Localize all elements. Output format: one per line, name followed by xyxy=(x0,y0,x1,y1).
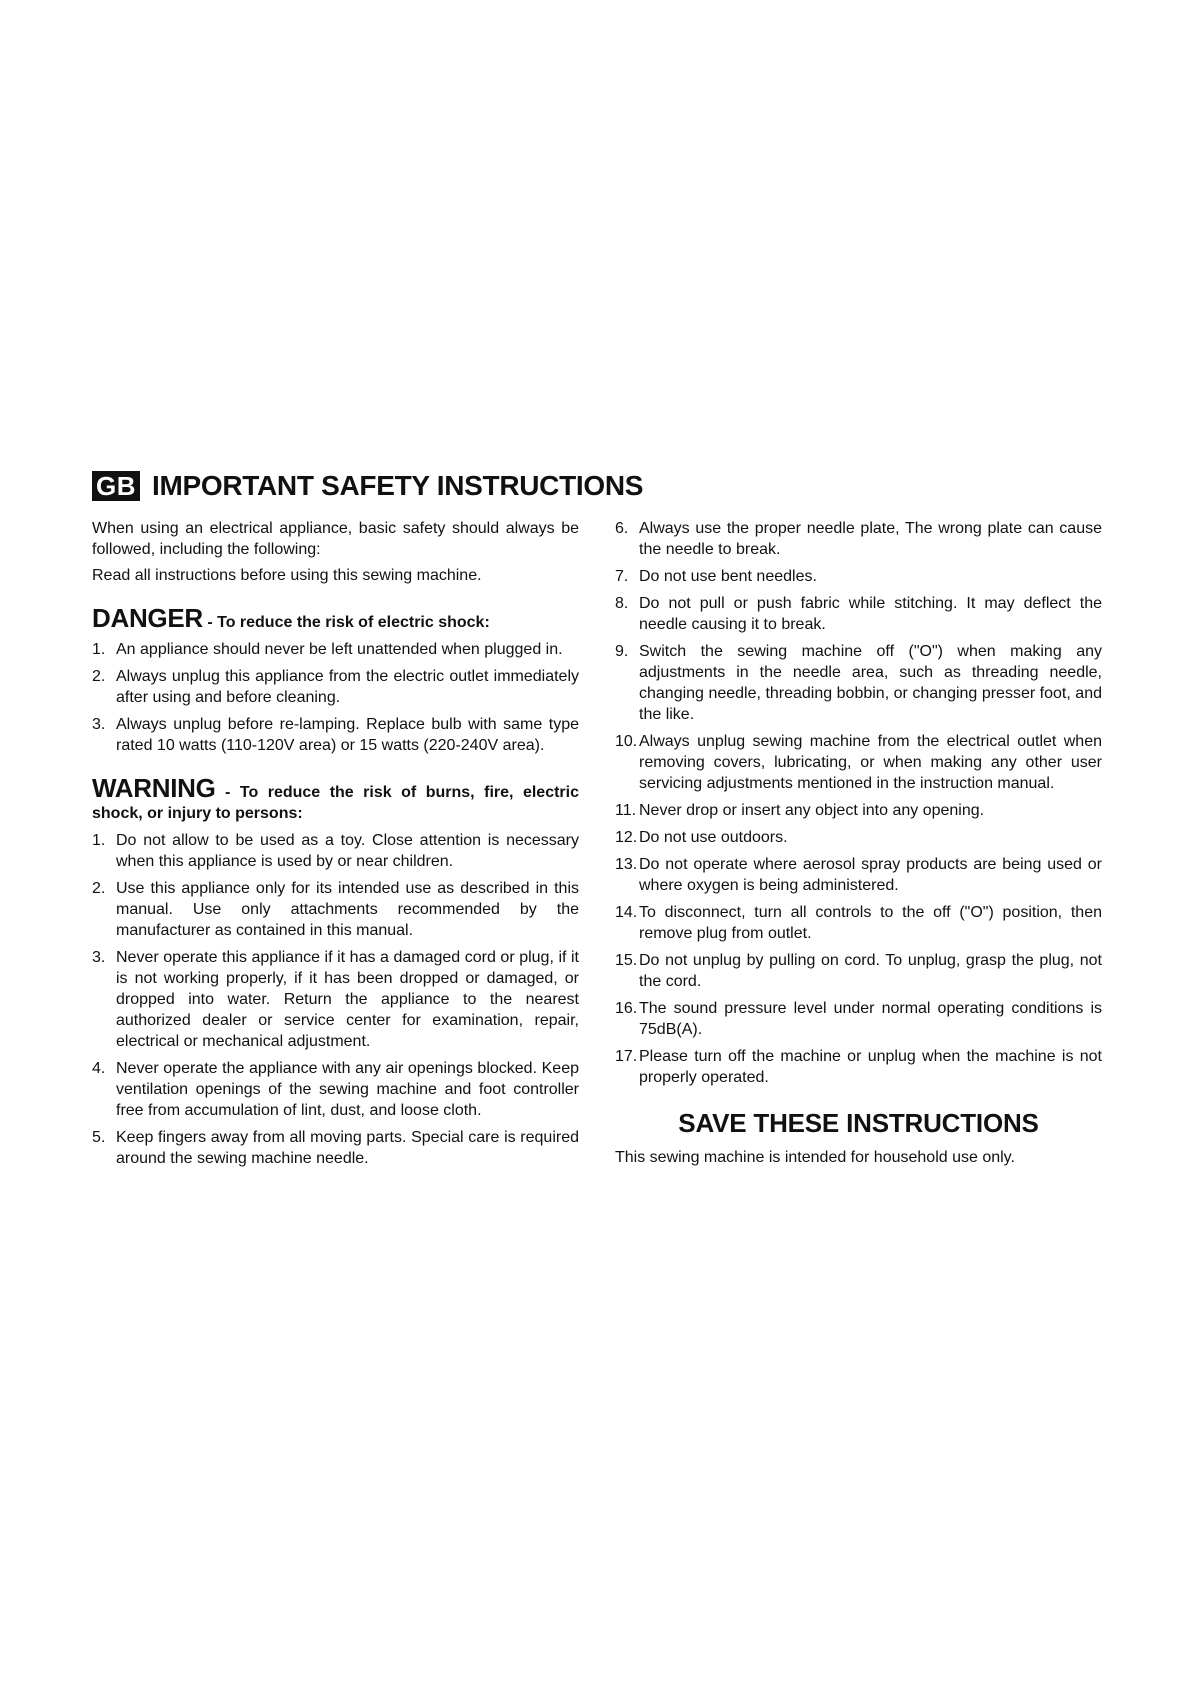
item-text: Do not use outdoors. xyxy=(639,829,788,846)
item-number: 4. xyxy=(92,1060,106,1077)
item-number: 7. xyxy=(615,568,629,585)
item-text: Always unplug this appliance from the electric outlet immediately after using and before cleaning. xyxy=(116,668,579,706)
list-item xyxy=(92,639,579,660)
item-text: An appliance should never be left unattended when plugged in. xyxy=(116,641,563,658)
item-number: 15. xyxy=(615,952,638,969)
save-instructions-heading: SAVE THESE INSTRUCTIONS xyxy=(678,1108,1039,1138)
item-text: Switch the sewing machine off ("O") when making any adjustments in the needle area, such as threading needle, changing needle, threading bobbin, or changing presser foot, and the like. xyxy=(639,643,1102,723)
warning-list xyxy=(92,830,579,1169)
item-number: 2. xyxy=(92,880,106,897)
danger-list xyxy=(92,639,579,756)
item-text: Always use the proper needle plate, The wrong plate can cause the needle to break. xyxy=(639,520,1102,558)
item-number: 11. xyxy=(615,802,637,819)
list-item xyxy=(92,1127,579,1169)
item-text: Please turn off the machine or unplug when the machine is not properly operated. xyxy=(639,1048,1102,1086)
list-item xyxy=(92,1058,579,1121)
item-text: Always unplug sewing machine from the electrical outlet when removing covers, lubricating, or when making any other user servicing adjustments mentioned in the instruction manual. xyxy=(639,733,1102,792)
list-item xyxy=(615,827,1102,848)
item-text: Do not unplug by pulling on cord. To unplug, grasp the plug, not the cord. xyxy=(639,952,1102,990)
list-item xyxy=(92,666,579,708)
language-badge: GB xyxy=(92,471,140,501)
item-number: 1. xyxy=(92,641,106,658)
warning-list-continued xyxy=(615,518,1102,1088)
page-title: IMPORTANT SAFETY INSTRUCTIONS xyxy=(152,470,644,501)
danger-title: DANGER xyxy=(92,603,203,633)
item-text: The sound pressure level under normal operating conditions is 75dB(A). xyxy=(639,1000,1102,1038)
list-item xyxy=(615,800,1102,821)
list-item xyxy=(92,878,579,941)
item-number: 9. xyxy=(615,643,629,660)
list-item xyxy=(615,902,1102,944)
item-number: 13. xyxy=(615,856,638,873)
household-use-note: This sewing machine is intended for household use only. xyxy=(615,1149,1015,1166)
list-item xyxy=(615,641,1102,725)
item-text: Never operate the appliance with any air openings blocked. Keep ventilation openings of the sewing machine and foot controller free from accumulation of lint, dust, and loose cloth. xyxy=(116,1060,579,1119)
item-number: 8. xyxy=(615,595,629,612)
right-column xyxy=(615,518,1102,1175)
list-item xyxy=(615,854,1102,896)
list-item xyxy=(615,1046,1102,1088)
item-number: 14. xyxy=(615,904,638,921)
item-text: Do not use bent needles. xyxy=(639,568,817,585)
warning-subtitle: - To reduce the risk of burns, fire, electric shock, or injury to persons: xyxy=(92,784,579,822)
warning-heading xyxy=(92,773,579,824)
item-text: Do not pull or push fabric while stitching. It may deflect the needle causing it to break. xyxy=(639,595,1102,633)
item-text: Never drop or insert any object into any opening. xyxy=(639,802,985,819)
danger-heading xyxy=(92,603,579,633)
item-number: 3. xyxy=(92,716,106,733)
item-number: 3. xyxy=(92,949,106,966)
warning-title: WARNING xyxy=(92,773,216,803)
item-number: 10. xyxy=(615,733,638,750)
list-item xyxy=(92,714,579,756)
intro-paragraph: When using an electrical appliance, basic safety should always be followed, including the following: xyxy=(92,520,579,558)
item-text: Never operate this appliance if it has a damaged cord or plug, if it is not working properly, if it has been dropped or damaged, or dropped into water. Return the appliance to the nearest authorized dealer or service center for examination, repair, electrical or mechanical adjustment. xyxy=(116,949,579,1050)
item-number: 1. xyxy=(92,832,106,849)
item-text: Use this appliance only for its intended use as described in this manual. Use only attachments recommended by the manufacturer as contained in this manual. xyxy=(116,880,579,939)
intro-read-note: Read all instructions before using this sewing machine. xyxy=(92,567,482,584)
list-item xyxy=(615,518,1102,560)
item-text: Keep fingers away from all moving parts. Special care is required around the sewing machine needle. xyxy=(116,1129,579,1167)
item-text: Do not allow to be used as a toy. Close attention is necessary when this appliance is used by or near children. xyxy=(116,832,579,870)
list-item xyxy=(615,731,1102,794)
two-columns xyxy=(92,518,1102,1175)
left-column xyxy=(92,518,579,1175)
item-text: To disconnect, turn all controls to the off ("O") position, then remove plug from outlet. xyxy=(639,904,1102,942)
list-item xyxy=(615,566,1102,587)
item-text: Do not operate where aerosol spray products are being used or where oxygen is being administered. xyxy=(639,856,1102,894)
manual-page xyxy=(92,466,1102,1175)
item-number: 2. xyxy=(92,668,106,685)
list-item xyxy=(92,830,579,872)
list-item xyxy=(615,950,1102,992)
item-number: 12. xyxy=(615,829,638,846)
list-item xyxy=(615,593,1102,635)
title-row xyxy=(92,466,1102,506)
list-item xyxy=(92,947,579,1052)
list-item xyxy=(615,998,1102,1040)
item-text: Always unplug before re-lamping. Replace bulb with same type rated 10 watts (110-120V area) or 15 watts (220-240V area). xyxy=(116,716,579,754)
danger-subtitle: - To reduce the risk of electric shock: xyxy=(207,614,490,631)
item-number: 17. xyxy=(615,1048,638,1065)
item-number: 16. xyxy=(615,1000,638,1017)
item-number: 5. xyxy=(92,1129,106,1146)
item-number: 6. xyxy=(615,520,629,537)
